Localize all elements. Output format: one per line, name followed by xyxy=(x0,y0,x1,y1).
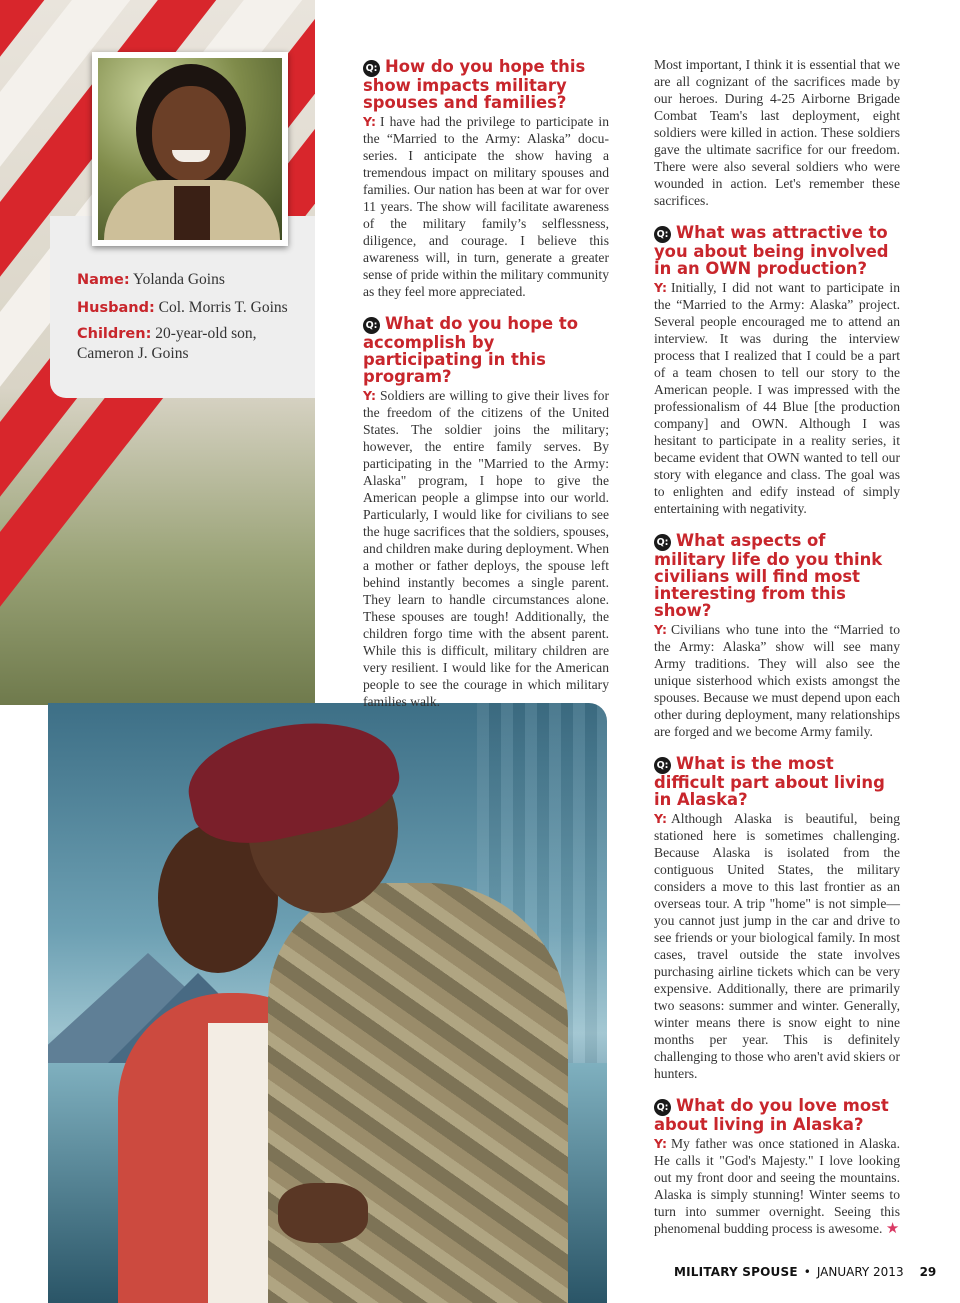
answer-text: Y: Initially, I did not want to participate in the “Married to the Army: Alaska” project. Several people encouraged me to attend an interview. It was during the interview process that I realized that I could be a part of a team chosen to tell our story to the American people. I was impressed with the professionalism of 44 Blue [the production company] and OWN. Although I was hesitant to participate in a reality series, it became evident that OWN wanted to tell our story with elegance and class. The goal was to enlighten and edify instead of simply entertaining with negativity. xyxy=(654,280,900,516)
q-badge-icon: Q: xyxy=(654,534,671,551)
y-label: Y: xyxy=(654,811,667,826)
qa-block xyxy=(654,224,900,517)
qa-block xyxy=(654,1097,900,1238)
qa-block xyxy=(654,532,900,740)
question-heading: Q: What do you love most about living in Alaska? xyxy=(654,1096,889,1134)
footer-separator: • xyxy=(803,1265,811,1279)
name-value: Yolanda Goins xyxy=(132,271,225,288)
question-heading: Q: What is the most difficult part about living in Alaska? xyxy=(654,754,885,809)
answer-text: Y: Soldiers are willing to give their lives for the freedom of the citizens of the United States. The soldier joins the military; however, the entire family serves. By participating in the "Married to the Army: Alaska" program, I hope to give the American people a glimpse into our world. Particularly, I would like for civilians to see the huge sacrifices that the soldiers, spouses, and children make during deployment. When a mother or father deploys, the spouse left behind instantly becomes a single parent. They learn to handle circumstances alone. These spouses are tough! Additionally, the children forgo time with the absent parent. While this is difficult, military children are very resilient. I would like for the American people to see the courage in which military families walk. xyxy=(363,388,609,709)
question-heading: Q: What do you hope to accomplish by participating in this program? xyxy=(363,314,578,386)
y-label: Y: xyxy=(654,622,667,637)
qa-block xyxy=(654,755,900,1082)
profile-children xyxy=(77,324,299,364)
text-column-1 xyxy=(363,58,609,725)
question-heading: Q: What aspects of military life do you think civilians will find most interesting from this show? xyxy=(654,531,883,620)
qa-block xyxy=(363,315,609,710)
children-label: Children: xyxy=(77,326,152,343)
answer-text: Y: I have had the privilege to participate in the “Married to the Army: Alaska” docu-series. I anticipate the show having a tremendous impact on military spouses and families. Our nation has been at war for over 11 years. The show will facilitate awareness of the military family’s selflessness, diligence, and courage. I believe this awareness will, in turn, generate a greater sense of pride within the military community as they feel more appreciated. xyxy=(363,114,609,299)
y-label: Y: xyxy=(363,114,376,129)
magazine-name: MILITARY SPOUSE xyxy=(674,1265,798,1279)
couple-photo xyxy=(48,703,607,1303)
question-heading: Q: How do you hope this show impacts military spouses and families? xyxy=(363,57,586,112)
qa-block xyxy=(363,58,609,300)
answer-text: Y: Civilians who tune into the “Married to the Army: Alaska” show will see many Army traditions. They will also see the unique sisterhood which exists amongst the spouses. Because we must depend upon each other during deployment, many relationships are forged and we become Army family. xyxy=(654,622,900,739)
name-label: Name: xyxy=(77,272,130,288)
answer-text: Y: My father was once stationed in Alaska. He calls it "God's Majesty." I love looking out my front door and seeing the mountains. Alaska is simply stunning! Winter seems to turn into summer overnight. Seeing this phenomenal budding process is awesome. ★ xyxy=(654,1136,900,1237)
q-badge-icon: Q: xyxy=(363,60,380,77)
q-badge-icon: Q: xyxy=(654,1099,671,1116)
y-label: Y: xyxy=(654,280,667,295)
page-footer xyxy=(674,1265,937,1279)
answer-text: Y: Although Alaska is beautiful, being stationed here is sometimes challenging. Because Alaska is isolated from the contiguous United States, the military considers a move to this last frontier as an overseas tour. A trip "home" is not simple—you cannot just jump in the car and drive to see friends or your biological family. In most cases, travel outside the state involves purchasing airline tickets which can be very expensive. Additionally, there are primarily two seasons: summer and winter. Generally, winter means there is snow eight to nine months per year. This is definitely challenging to those who aren't avid skiers or hunters. xyxy=(654,811,900,1081)
children-value: 20-year-old son, Cameron J. Goins xyxy=(77,325,257,363)
husband-value: Col. Morris T. Goins xyxy=(158,299,288,317)
issue-date: JANUARY 2013 xyxy=(816,1265,904,1279)
profile-husband xyxy=(77,296,299,320)
husband-label: Husband: xyxy=(77,300,155,317)
y-label: Y: xyxy=(654,1136,667,1151)
end-star-icon: ★ xyxy=(885,1221,900,1237)
portrait-photo xyxy=(92,52,288,246)
y-label: Y: xyxy=(363,388,376,403)
question-heading: Q: What was attractive to you about being involved in an OWN production? xyxy=(654,223,889,278)
q-badge-icon: Q: xyxy=(363,317,380,334)
q-badge-icon: Q: xyxy=(654,757,671,774)
intro-paragraph: Most important, I think it is essential that we are all cognizant of the sacrifices made by our heroes. During 4-25 Airborne Brigade Combat Team's last deployment, eight soldiers were killed in action. These soldiers gave the ultimate sacrifice for our freedom. There were also several soldiers who were wounded in action. Let's remember these sacrifices. xyxy=(654,57,900,208)
page-number: 29 xyxy=(919,1265,937,1279)
q-badge-icon: Q: xyxy=(654,226,671,243)
text-column-2 xyxy=(654,56,900,1253)
profile-name xyxy=(77,268,299,292)
